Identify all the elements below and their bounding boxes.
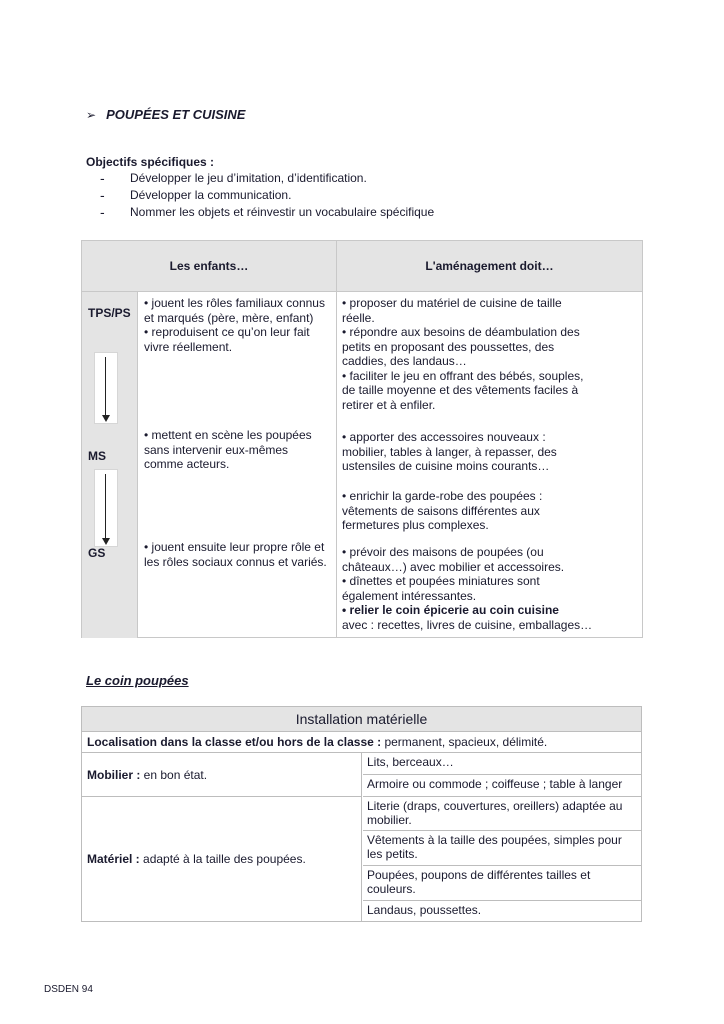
level-label-gs: GS	[88, 546, 106, 560]
children-text-tpsps: • jouent les rôles familiaux connus et marqués (père, mère, enfant) • reproduisent ce qu’on leur fait vivre réellement.	[144, 296, 325, 354]
children-column	[138, 291, 337, 638]
materiel-item: Literie (draps, couvertures, oreillers) adaptée au mobilier.	[363, 797, 641, 831]
materiel-item: Poupées, poupons de différentes tailles et couleurs.	[363, 866, 641, 901]
objectives-list	[100, 171, 434, 222]
section-title: POUPÉES ET CUISINE	[106, 107, 246, 122]
materiel-item: Vêtements à la taille des poupées, simples pour les petits.	[363, 831, 641, 866]
page-footer: DSDEN 94	[44, 984, 93, 995]
list-item: - Développer le jeu d’imitation, d’identification.	[100, 170, 367, 186]
level-label-tpsps: TPS/PS	[88, 306, 131, 320]
level-column	[82, 291, 138, 638]
down-arrow-icon	[94, 469, 118, 547]
arrow-bullet-icon: ➢	[86, 107, 97, 122]
localisation-row: Localisation dans la classe et/ou hors de la classe : permanent, spacieux, délimité.	[82, 732, 641, 753]
objectives-heading: Objectifs spécifiques :	[86, 155, 215, 169]
children-text-gs: • jouent ensuite leur propre rôle et les rôles sociaux connus et variés.	[144, 540, 327, 569]
setup-last-line: avec : recettes, livres de cuisine, emballages…	[342, 617, 593, 632]
setup-bold-line: • relier le coin épicerie au coin cuisine	[342, 603, 559, 617]
setup-text-ms: • apporter des accessoires nouveaux : mobilier, tables à langer, à repasser, des ustensiles de cuisine moins courants…	[342, 430, 557, 473]
list-item: - Nommer les objets et réinvestir un vocabulaire spécifique	[100, 204, 435, 220]
list-item: - Développer la communication.	[100, 187, 292, 203]
materiel-cell: Matériel : adapté à la taille des poupées.	[82, 797, 362, 921]
setup-column	[337, 291, 642, 638]
setup-text-gs: • prévoir des maisons de poupées (ou châteaux…) avec mobilier et accessoires. • dînettes et poupées miniatures sont également intéressantes. • relier le coin épicerie au coin cuisine avec : recettes, livres de cuisine, emballages…	[342, 545, 593, 632]
children-text-ms: • mettent en scène les poupées sans intervenir eux-mêmes comme acteurs.	[144, 428, 312, 471]
table-title: Installation matérielle	[82, 707, 641, 732]
mobilier-item: Lits, berceaux…	[363, 753, 641, 775]
materiel-item: Landaus, poussettes.	[367, 903, 482, 917]
setup-text-tpsps: • proposer du matériel de cuisine de taille réelle. • répondre aux besoins de déambulation des petits en proposant des poussettes, des caddies, des landaus… • faciliter le jeu en offrant des bébés, souples, de taille moyenne et des vêtements faciles à retirer et à enfiler.	[342, 296, 584, 412]
header-setup: L'aménagement doit…	[337, 241, 642, 291]
installation-table	[81, 706, 642, 922]
children-setup-table	[81, 240, 643, 638]
level-label-ms: MS	[88, 449, 106, 463]
section-heading	[86, 107, 245, 122]
header-children: Les enfants…	[82, 241, 337, 291]
mobilier-cell: Mobilier : en bon état.	[82, 753, 362, 797]
mobilier-item: Armoire ou commode ; coiffeuse ; table à langer	[363, 775, 641, 797]
setup-text-ms-2: • enrichir la garde-robe des poupées : vêtements de saisons différentes aux fermetures plus complexes.	[342, 489, 543, 532]
down-arrow-icon	[94, 352, 118, 424]
subsection-title: Le coin poupées	[86, 673, 189, 688]
